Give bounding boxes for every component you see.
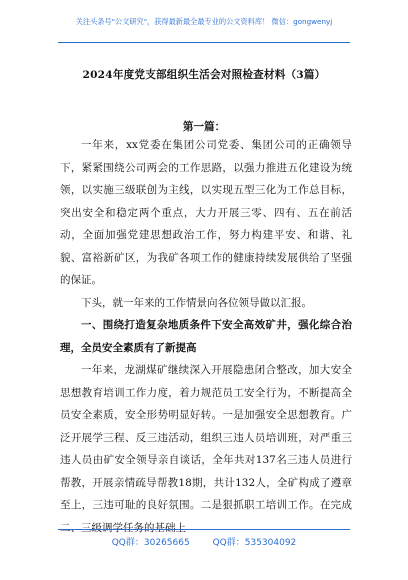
- paragraph: 下头，就一年来的工作情景向各位领导做以汇报。: [81, 296, 312, 309]
- section-heading: 一、围绕打造复杂地质条件下安全高效矿井，强化综合治理，全员安全素质有了新提高: [60, 319, 352, 354]
- document-body: [60, 134, 352, 539]
- paragraph: 一年来，xx党委在集团公司党委、集团公司的正确领导下，紧紧围绕公司两会的工作思路，以强力推进五化建设为统领，以实施三级联创为主线，以实现五型三化为工作总目标，突出安全和稳定两个重点，大力开展三零、四有、五在前活动，全面加强党建思想政治工作，努力构建平安、和谐、礼貌、富裕新矿区，为我矿各项工作的健康持续发展供给了坚强的保证。: [60, 139, 352, 286]
- footer-qq-group-1: QQ群：30265665: [111, 538, 190, 548]
- footer: [0, 535, 408, 548]
- footer-divider: [58, 529, 350, 530]
- header-note: 关注头条号"公文研究"，获得最新最全最专业的公文资料库！ 微信：gongwenyj: [75, 17, 333, 26]
- footer-qq-group-2: QQ群：535304092: [212, 538, 297, 548]
- section-title: 第一篇：: [182, 121, 226, 133]
- header-divider: [58, 42, 350, 43]
- document-title: 2024年度党支部组织生活会对照检查材料（3篇）: [82, 69, 326, 81]
- paragraph: 一年来，龙湖煤矿继续深入开展隐患闭合整改，加大安全思想教育培训工作力度，着力规范员工安全行为，不断提高全员安全素质，安全形势明显好转。一是加强安全思想教育。广泛开展学三程、反三违活动，组织三违人员培训班，对严重三违人员由矿安全领导亲自谈话，全年共对137名三违人员进行帮教，开展亲情疏导帮教18期，共计132人，全矿构成了遵章至上，三违可耻的良好氛围。二是狠抓职工培训工作。在完成二、三级调学任务的基础上: [60, 364, 352, 534]
